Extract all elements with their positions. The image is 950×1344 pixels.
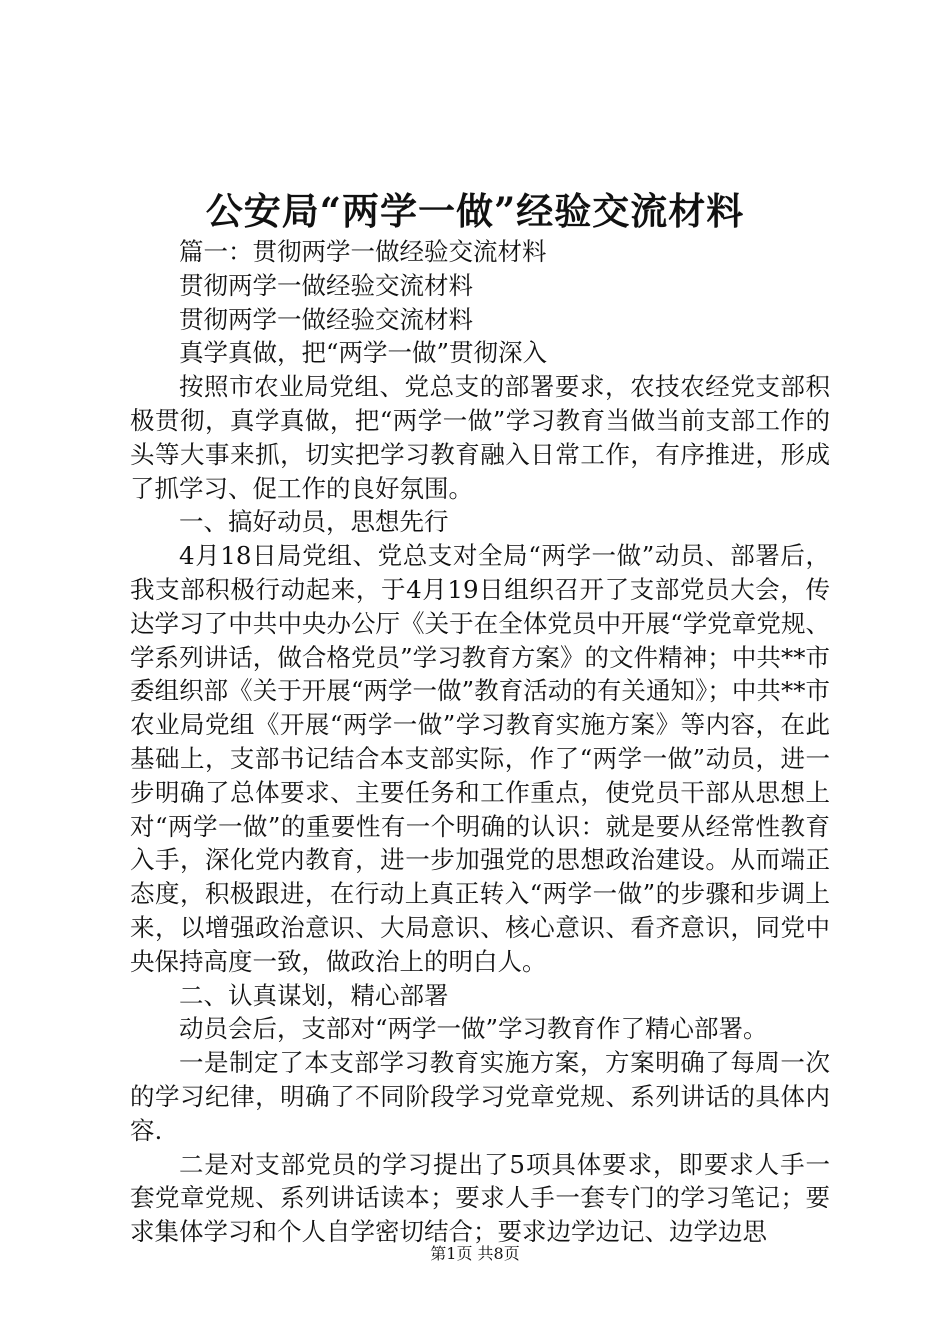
- paragraph-1: 篇一：贯彻两学一做经验交流材料: [179, 237, 547, 266]
- document-body: [130, 235, 830, 1249]
- paragraph-4: 真学真做，把“两学一做”贯彻深入: [179, 338, 548, 368]
- document-title: 公安局“两学一做”经验交流材料: [205, 189, 745, 233]
- page-footer: 第1页 共8页: [430, 1244, 520, 1263]
- paragraph-5: 按照市农业局党组、党总支的部署要求，农技农经党支部积极贯彻，真学真做，把“两学一做”学习教育当做当前支部工作的头等大事来抓，切实把学习教育融入日常工作，有序推进，形成了抓学习、促工作的良好氛围。: [130, 372, 830, 503]
- paragraph-3: 贯彻两学一做经验交流材料: [179, 304, 473, 334]
- paragraph-9: 动员会后，支部对“两学一做”学习教育作了精心部署。: [179, 1014, 768, 1044]
- section-heading-2: 二、认真谋划，精心部署: [179, 980, 449, 1010]
- paragraph-11: 二是对支部党员的学习提出了5项具体要求，即要求人手一套党章党规、系列讲话读本；要求人手一套专门的学习笔记；要求集体学习和个人自学密切结合；要求边学边记、边学边思: [130, 1149, 830, 1247]
- section-heading-1: 一、搞好动员，思想先行: [179, 507, 449, 537]
- paragraph-10: 一是制定了本支部学习教育实施方案，方案明确了每周一次的学习纪律，明确了不同阶段学习党章党规、系列讲话的具体内容.: [130, 1048, 830, 1145]
- paragraph-2: 贯彻两学一做经验交流材料: [179, 270, 473, 300]
- paragraph-7: 4月18日局党组、党总支对全局“两学一做”动员、部署后，我支部积极行动起来，于4月19日组织召开了支部党员大会，传达学习了中共中央办公厅《关于在全体党员中开展“学党章党规、学系列讲话，做合格党员”学习教育方案》的文件精神；中共**市委组织部《关于开展“两学一做”教育活动的有关通知》；中共**市农业局党组《开展“两学一做”学习教育实施方案》等内容，在此基础上，支部书记结合本支部实际，作了“两学一做”动员，进一步明确了总体要求、主要任务和工作重点，使党员干部从思想上对“两学一做”的重要性有一个明确的认识：就是要从经常性教育入手，深化党内教育，进一步加强党的思想政治建设。从而端正态度，积极跟进，在行动上真正转入“两学一做”的步骤和步调上来，以增强政治意识、大局意识、核心意识、看齐意识，同党中央保持高度一致，做政治上的明白人。: [130, 541, 830, 976]
